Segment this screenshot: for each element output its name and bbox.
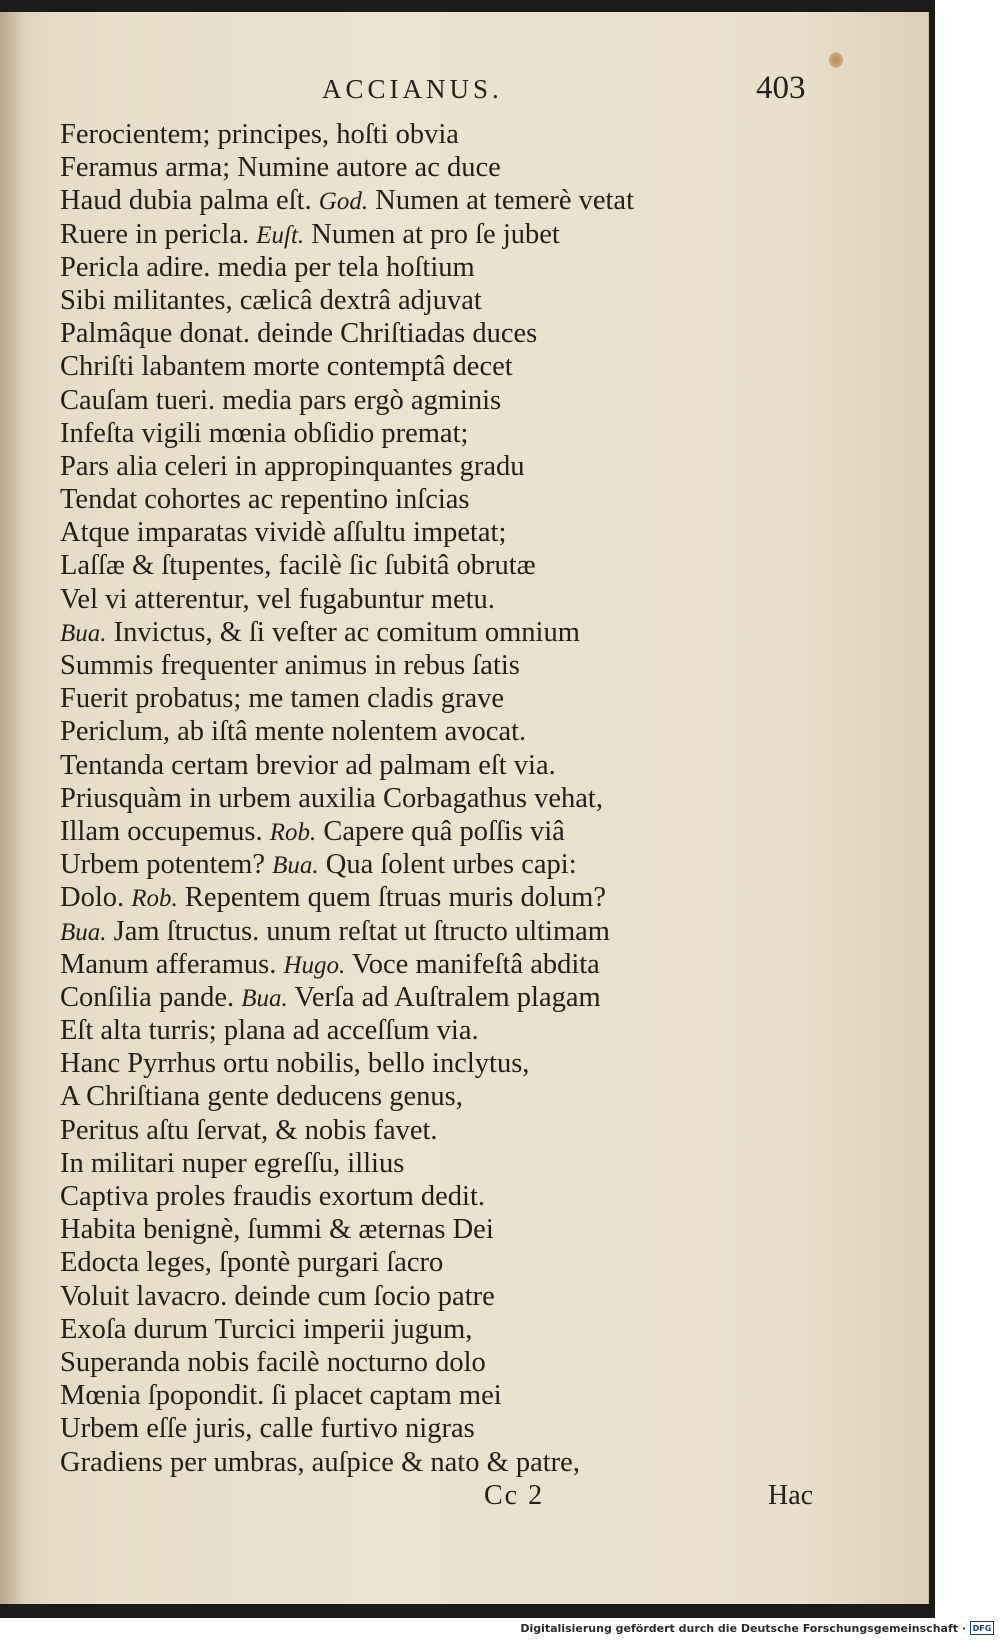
verse-line: [60, 218, 880, 251]
line-text-rest: Numen at temerè vetat: [368, 185, 634, 217]
verse-line: [60, 1047, 880, 1080]
line-text: Exoſa durum Turcici imperii jugum,: [60, 1313, 473, 1345]
verse-line: [60, 417, 880, 450]
verse-line: [60, 881, 880, 914]
line-text-rest: Qua ſolent urbes capi:: [318, 849, 577, 881]
line-text: Superanda nobis facilè nocturno dolo: [60, 1346, 486, 1378]
line-text: In militari nuper egreſſu, illius: [60, 1147, 405, 1179]
verse-line: [60, 516, 880, 549]
verse-line: [60, 1014, 880, 1047]
verse-line: [60, 284, 880, 317]
speaker-name: God.: [318, 188, 369, 216]
verse-line: [60, 1180, 880, 1213]
verse-line: [60, 815, 880, 848]
line-text: A Chriſtiana gente deducens genus,: [60, 1081, 463, 1113]
line-text-rest: Numen at pro ſe jubet: [304, 218, 560, 250]
line-text: Habita benignè, ſummi & æternas Dei: [60, 1214, 494, 1246]
line-text: Urbem potentem?: [60, 849, 273, 881]
verse-line: [60, 981, 880, 1014]
verse-line: [60, 1280, 880, 1313]
verse-line: [60, 1080, 880, 1113]
line-text-rest: Repentem quem ſtruas muris dolum?: [177, 882, 606, 914]
dfg-logo: DFG: [970, 1621, 994, 1635]
verse-line: [60, 1313, 880, 1346]
line-text: Ferocientem; principes, hoſti obvia: [60, 119, 459, 150]
line-text: Tentanda certam brevior ad palmam eſt via.: [60, 749, 556, 781]
line-text: Fuerit probatus; me tamen cladis grave: [60, 683, 504, 715]
verse-line: [60, 549, 880, 582]
line-text: Feramus arma; Numine autore ac duce: [60, 152, 501, 184]
line-text: Illam occupemus.: [60, 815, 270, 847]
verse-line: [60, 251, 880, 284]
line-text: Peritus aſtu ſervat, & nobis favet.: [60, 1114, 438, 1146]
verse-line: [60, 1246, 880, 1279]
line-text: Hanc Pyrrhus ortu nobilis, bello inclytus,: [60, 1048, 530, 1080]
verse-line: [60, 915, 880, 948]
speaker-name: Bua.: [272, 852, 319, 880]
verse-line: [60, 483, 880, 516]
running-head: ACCIANUS.: [322, 74, 503, 104]
verse-line: [60, 184, 880, 217]
line-text: Conſilia pande.: [60, 981, 242, 1013]
line-text: Summis frequenter animus in rebus ſatis: [60, 650, 520, 681]
line-text: Palmâque donat. deinde Chriſtiadas duces: [60, 318, 538, 350]
line-text: Urbem eſſe juris, calle furtivo nigras: [60, 1413, 475, 1445]
verse-line: [60, 848, 880, 881]
speaker-name: Bua.: [241, 984, 288, 1012]
line-text: Infeſta vigili mœnia obſidio premat;: [60, 417, 469, 449]
line-text-rest: Jam ſtructus. unum reſtat ut ſtructo ultimam: [106, 915, 610, 947]
verse-line: [60, 1346, 880, 1379]
line-text: Eſt alta turris; plana ad acceſſum via.: [60, 1015, 479, 1047]
line-text: Atque imparatas vividè aſſultu impetat;: [60, 517, 507, 549]
verse-line: [60, 1446, 880, 1479]
verse-line: [60, 350, 880, 383]
verse-line: [60, 583, 880, 616]
line-text-rest: Verſa ad Auſtralem plagam: [287, 981, 601, 1013]
verse-line: [60, 1213, 880, 1246]
verse-line: [60, 782, 880, 815]
verse-line: [60, 317, 880, 350]
speaker-name: Hugo.: [283, 951, 346, 979]
line-text: Pericla adire. media per tela hoſtium: [60, 251, 475, 283]
speaker-name: Rob.: [269, 818, 317, 846]
speaker-name: Rob.: [131, 885, 178, 913]
line-text: Pars alia celeri in appropinquantes gradu: [60, 450, 525, 482]
line-text: Dolo.: [60, 882, 132, 914]
speaker-name: Bua.: [60, 619, 107, 647]
verse-line: [60, 749, 880, 782]
line-text: Chriſti labantem morte contemptâ decet: [60, 351, 513, 383]
paper-stain: [829, 52, 843, 68]
line-text: Cauſam tueri. media pars ergò agminis: [60, 384, 502, 416]
signature-mark: Cc 2: [484, 1480, 545, 1511]
verse-line: [60, 118, 880, 151]
verse-line: [60, 384, 880, 417]
line-text: Manum afferamus.: [60, 948, 284, 980]
verse-line: [60, 1147, 880, 1180]
line-text: Priusquàm in urbem auxilia Corbagathus vehat,: [60, 782, 603, 814]
line-text: Sibi militantes, cælicâ dextrâ adjuvat: [60, 284, 482, 316]
verse-line: [60, 682, 880, 715]
line-text: Captiva proles fraudis exortum dedit.: [60, 1181, 486, 1212]
line-text-rest: Voce manifeſtâ abdita: [345, 948, 600, 980]
verse-line: [60, 1114, 880, 1147]
line-text: Haud dubia palma eſt.: [60, 185, 319, 217]
verse-text: [60, 118, 880, 1479]
verse-line: [60, 151, 880, 184]
speaker-name: Bua.: [60, 918, 107, 946]
line-text-rest: Capere quâ poſſis viâ: [316, 815, 565, 847]
verse-line: [60, 715, 880, 748]
line-text: Tendat cohortes ac repentino inſcias: [60, 484, 470, 516]
line-text: Vel vi atterentur, vel fugabuntur metu.: [60, 583, 495, 615]
line-text: Ruere in pericla.: [60, 218, 257, 250]
line-text: Periclum, ab iſtâ mente nolentem avocat.: [60, 716, 527, 748]
verse-line: [60, 649, 880, 682]
verse-line: [60, 616, 880, 649]
verse-line: [60, 948, 880, 981]
digitization-credit: Digitalisierung gefördert durch die Deutsche Forschungsgemeinschaft ·: [520, 1622, 966, 1635]
verse-line: [60, 450, 880, 483]
line-text: Gradiens per umbras, auſpice & nato & patre,: [60, 1446, 580, 1478]
line-text: Voluit lavacro. deinde cum ſocio patre: [60, 1280, 495, 1312]
line-text: Mœnia ſpopondit. ſi placet captam mei: [60, 1380, 502, 1412]
line-text: Laſſæ & ſtupentes, facilè ſic ſubitâ obrutæ: [60, 550, 536, 582]
line-text: Edocta leges, ſpontè purgari ſacro: [60, 1247, 444, 1279]
speaker-name: Euſt.: [256, 221, 305, 249]
verse-line: [60, 1379, 880, 1412]
catchword: Hac: [768, 1480, 814, 1511]
line-text-rest: Invictus, & ſi veſter ac comitum omnium: [106, 616, 580, 648]
page-number: 403: [756, 70, 806, 106]
verse-line: [60, 1412, 880, 1445]
gutter-shadow: [0, 12, 26, 1604]
